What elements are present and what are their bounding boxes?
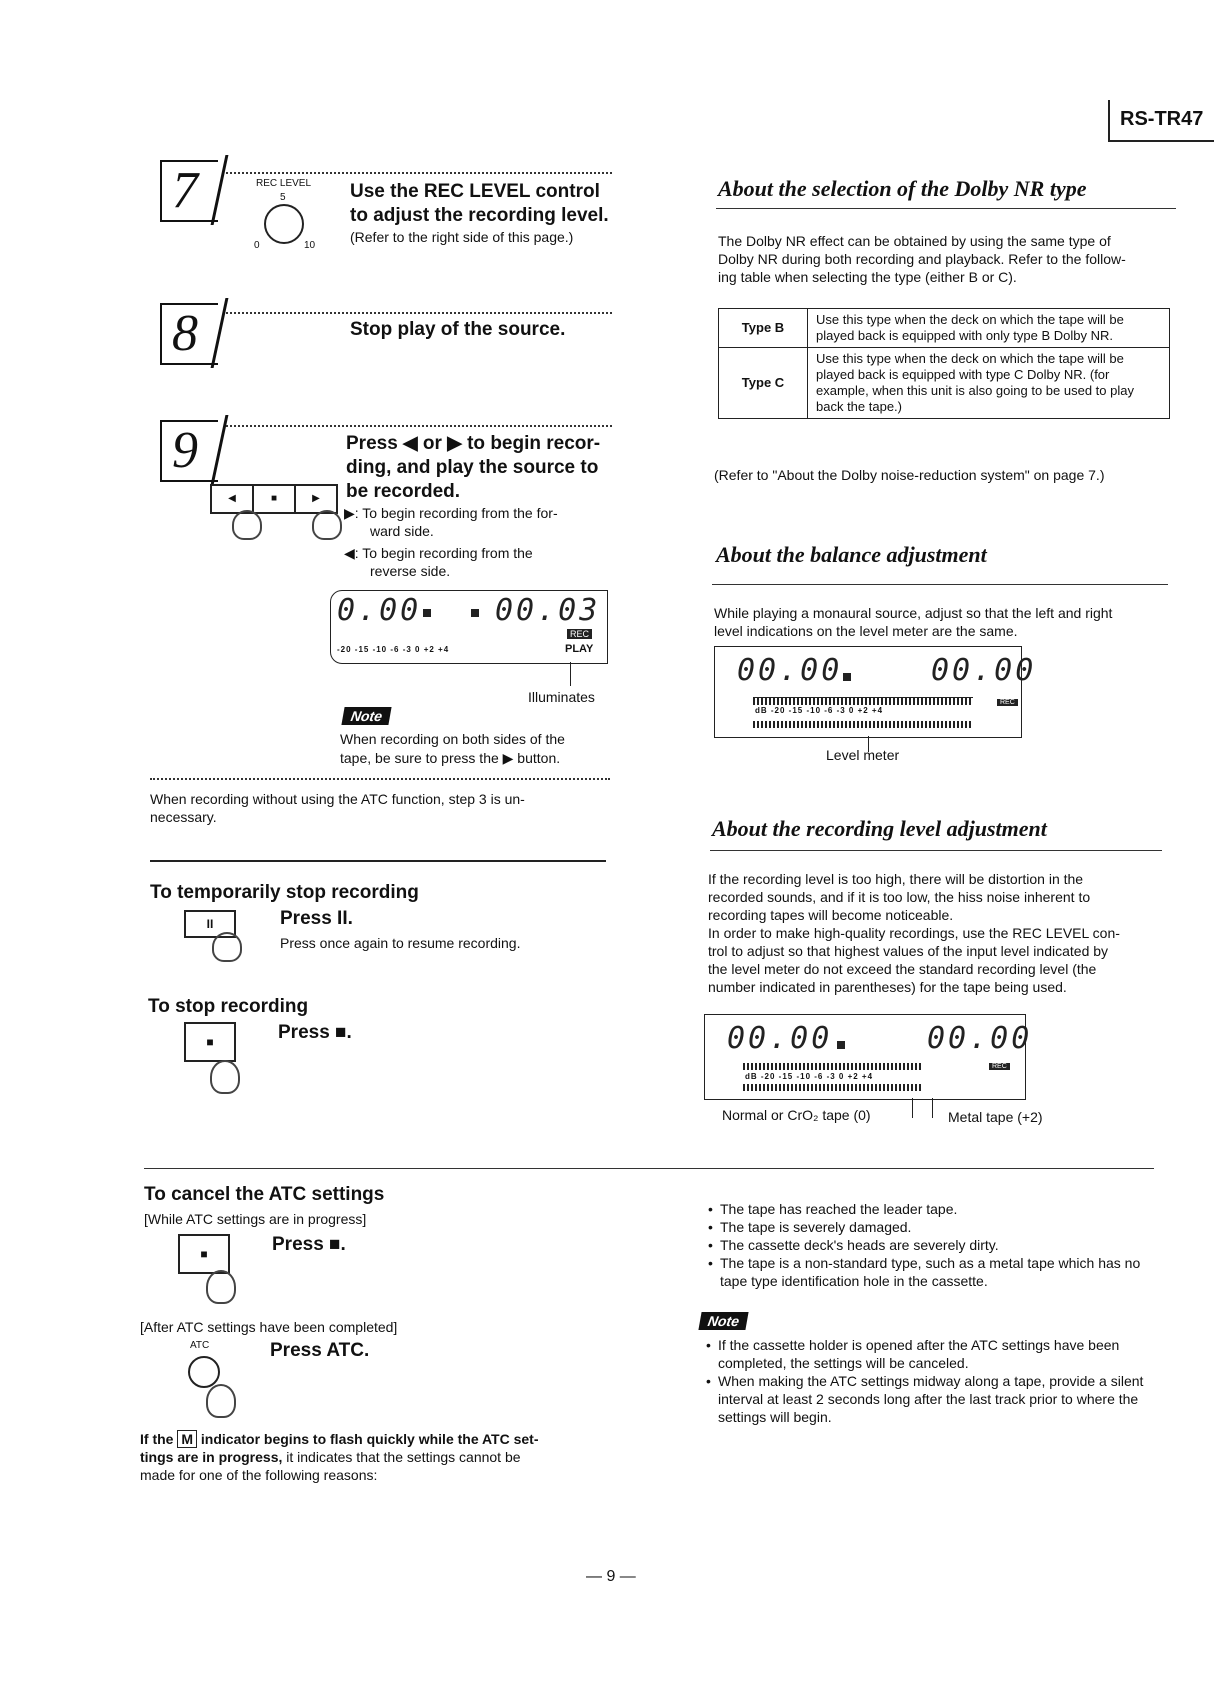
reclevel-para-line: If the recording level is too high, there will be distortion in the — [708, 871, 1084, 887]
dolby-b-indicator — [837, 1041, 845, 1049]
rec-tag: REC — [567, 629, 592, 639]
list-item: • The tape is severely damaged. — [708, 1218, 1158, 1236]
desc-cell: Use this type when the deck on which the tape will be played back is equipped with only type B Dolby NR. — [808, 309, 1170, 348]
atc-note-divider — [150, 778, 610, 780]
step-7-note: (Refer to the right side of this page.) — [350, 229, 574, 245]
flash-warning-line2: tings are in progress, it indicates that the settings cannot be — [140, 1449, 521, 1465]
hand-pointer-icon — [212, 932, 242, 962]
dolby-para-1: The Dolby NR effect can be obtained by using the same type of — [718, 233, 1111, 249]
forward-play-icon[interactable]: ▶ — [312, 493, 320, 504]
step-9-note-badge: Note — [343, 707, 390, 726]
bottom-section-divider — [144, 1168, 1154, 1169]
list-item: • If the cassette holder is opened after the ATC settings have been completed, the settings will be canceled. — [706, 1336, 1158, 1372]
counter-right: 00.00 — [927, 1021, 1033, 1056]
step-9-note-1: When recording on both sides of the — [340, 731, 565, 747]
counter-right: 00.03 — [495, 593, 601, 628]
step-9-title-1: Press ◀ or ▶ to begin recor- — [346, 433, 601, 454]
model-header — [1108, 100, 1214, 142]
step-7-number: 7 — [160, 160, 218, 222]
dolby-paragraph — [718, 232, 1178, 286]
stop-rec-press: Press ■. — [278, 1022, 352, 1043]
meter-scale: -20 -15 -10 -6 -3 0 +2 +4 — [337, 645, 450, 654]
step-9-divider — [226, 425, 612, 427]
reclevel-title-rule — [710, 850, 1162, 851]
dolby-title-rule — [716, 208, 1176, 209]
step-8-divider — [226, 312, 612, 314]
reclevel-para-line: trol to adjust so that highest values of the input level indicated by — [708, 943, 1109, 959]
forward-desc-1: ▶: To begin recording from the for- — [344, 505, 558, 521]
dolby-type-table — [718, 308, 1170, 419]
reclevel-para-line: In order to make high-quality recordings, use the REC LEVEL con- — [708, 925, 1120, 941]
step-8-title: Stop play of the source. — [350, 319, 566, 340]
section-divider — [150, 860, 606, 862]
balance-para-2: level indications on the level meter are the same. — [714, 623, 1018, 639]
table-row — [719, 348, 1170, 419]
reasons-note-badge: Note — [700, 1312, 747, 1331]
illuminates-label: Illuminates — [528, 689, 595, 705]
hand-pointer-icon — [206, 1270, 236, 1304]
temp-stop-title: To temporarily stop recording — [150, 882, 419, 903]
flash-warning-line3: made for one of the following reasons: — [140, 1467, 378, 1483]
step-9-note-2: tape, be sure to press the ▶ button. — [340, 750, 561, 766]
list-item: • The tape has reached the leader tape. — [708, 1200, 1158, 1218]
forward-desc-2: ward side. — [370, 523, 434, 539]
counter-left: 0.00 — [337, 593, 422, 628]
reclevel-para-line: recording tapes will become noticeable. — [708, 907, 954, 923]
cancel-atc-press1: Press ■. — [272, 1234, 346, 1255]
metal-tape-pointer — [932, 1098, 933, 1118]
list-item: • The tape is a non-standard type, such as a metal tape which has no tape type identification hole in the cassette. — [708, 1254, 1158, 1290]
atc-button-label: ATC — [190, 1340, 210, 1351]
cancel-atc-sub1: [While ATC settings are in progress] — [144, 1211, 367, 1227]
hand-pointer-icon — [232, 510, 262, 540]
balance-title-rule — [712, 584, 1168, 585]
list-item: • The cassette deck's heads are severely dirty. — [708, 1236, 1158, 1254]
hand-pointer-icon — [210, 1060, 240, 1094]
step-9-title-3: be recorded. — [346, 481, 461, 502]
flash-warning — [140, 1430, 620, 1484]
hand-pointer-icon — [312, 510, 342, 540]
illuminates-pointer — [570, 662, 571, 686]
step-7-title-2: to adjust the recording level. — [350, 205, 609, 226]
list-item: • When making the ATC settings midway along a tape, provide a silent interval at least 2 seconds long after the last track prior to where the settings will begin. — [706, 1372, 1158, 1426]
type-cell: Type B — [719, 309, 808, 348]
step-8-number: 8 — [160, 303, 218, 365]
counter-left: 00.00 — [727, 1021, 833, 1056]
model-label: RS-TR47 — [1120, 108, 1204, 130]
desc-cell: Use this type when the deck on which the tape will be played back is equipped with type C Dolby NR. (for example, when this unit is also going to be used to play back the tape.) — [808, 348, 1170, 419]
hand-pointer-icon — [206, 1384, 236, 1418]
step-9-display — [330, 590, 608, 664]
reclevel-para-line: number indicated in parentheses) for the tape being used. — [708, 979, 1067, 995]
reverse-desc-1: ◀: To begin recording from the — [344, 545, 533, 561]
cancel-atc-title: To cancel the ATC settings — [144, 1184, 385, 1205]
notes-list — [706, 1336, 1158, 1426]
rec-level-knob — [248, 178, 328, 256]
dolby-para-2: Dolby NR during both recording and playback. Refer to the follow- — [718, 251, 1126, 267]
step-9-title-2: ding, and play the source to — [346, 457, 599, 478]
knob-max: 10 — [304, 240, 316, 251]
balance-title: About the balance adjustment — [716, 542, 987, 567]
meter-scale: dB -20 -15 -10 -6 -3 0 +2 +4 — [745, 1072, 874, 1081]
knob-mid: 5 — [280, 192, 286, 203]
stop-icon[interactable]: ■ — [254, 486, 296, 512]
rec-tag: REC — [997, 699, 1018, 706]
balance-para-1: While playing a monaural source, adjust so that the left and right — [714, 605, 1113, 621]
page-number: — 9 — — [586, 1568, 636, 1585]
dolby-title: About the selection of the Dolby NR type — [718, 176, 1087, 201]
metal-tape-label: Metal tape (+2) — [948, 1109, 1043, 1125]
m-indicator: M — [177, 1430, 197, 1448]
atc-note-2: necessary. — [150, 809, 217, 825]
meter-scale: dB -20 -15 -10 -6 -3 0 +2 +4 — [755, 706, 884, 715]
temp-stop-press: Press II. — [280, 908, 353, 929]
stop-button[interactable]: ■ — [178, 1234, 230, 1274]
reverse-play-icon[interactable]: ◀ — [212, 486, 254, 512]
reclevel-paragraph — [708, 870, 1170, 996]
play-tag: PLAY — [565, 643, 594, 655]
knob-min: 0 — [254, 240, 260, 251]
reclevel-para-line: the level meter do not exceed the standard recording level (the — [708, 961, 1097, 977]
reasons-list — [708, 1200, 1158, 1290]
step-7-divider — [226, 172, 612, 174]
atc-note-1: When recording without using the ATC function, step 3 is un- — [150, 791, 525, 807]
normal-tape-label: Normal or CrO₂ tape (0) — [722, 1107, 871, 1123]
dolby-ref: (Refer to "About the Dolby noise-reduction system" on page 7.) — [714, 467, 1105, 483]
knob-icon — [264, 204, 304, 244]
dolby-c-indicator — [471, 609, 479, 617]
cancel-atc-sub2: [After ATC settings have been completed] — [140, 1319, 398, 1335]
stop-button[interactable]: ■ — [184, 1022, 236, 1062]
cancel-atc-press2: Press ATC. — [270, 1340, 370, 1361]
step-9-number: 9 — [160, 420, 218, 482]
reclevel-display — [704, 1014, 1033, 1100]
dolby-b-indicator — [423, 609, 431, 617]
level-meter-label: Level meter — [826, 747, 900, 763]
dolby-para-3: ing table when selecting the type (either B or C). — [718, 269, 1017, 285]
table-row — [719, 309, 1170, 348]
counter-right: 00.00 — [931, 653, 1037, 688]
stop-rec-title: To stop recording — [148, 996, 309, 1017]
step-7-title-1: Use the REC LEVEL control — [350, 181, 600, 202]
reverse-desc-2: reverse side. — [370, 563, 451, 579]
reclevel-title: About the recording level adjustment — [712, 816, 1047, 841]
counter-left: 00.00 — [737, 653, 843, 688]
flash-warning-line1: If the M indicator begins to flash quickly while the ATC set- — [140, 1431, 539, 1447]
knob-label: REC LEVEL — [256, 178, 312, 189]
dolby-b-indicator — [843, 673, 851, 681]
temp-stop-desc: Press once again to resume recording. — [280, 935, 521, 951]
atc-button[interactable] — [188, 1356, 220, 1388]
pause-button[interactable]: II — [184, 910, 236, 938]
type-cell: Type C — [719, 348, 808, 419]
rec-tag: REC — [989, 1063, 1010, 1070]
transport-buttons — [210, 484, 338, 514]
reclevel-para-line: recorded sounds, and if it is too low, the hiss noise inherent to — [708, 889, 1091, 905]
balance-display — [714, 646, 1037, 738]
normal-tape-pointer — [912, 1098, 913, 1118]
